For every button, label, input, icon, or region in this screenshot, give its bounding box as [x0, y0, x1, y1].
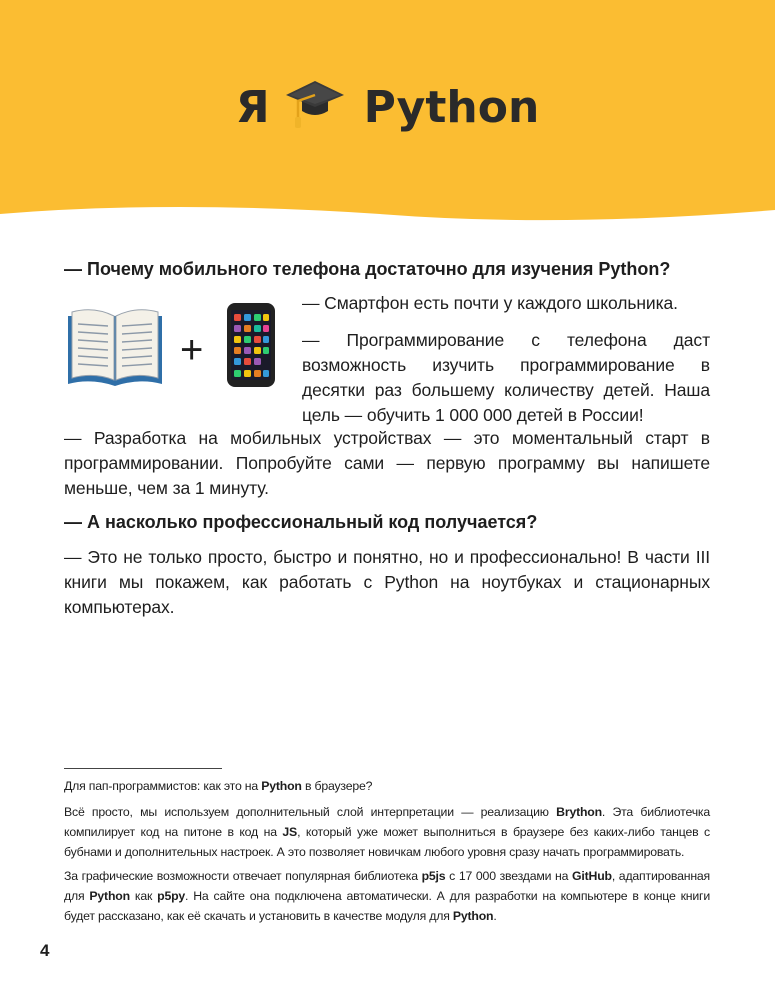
footnote-paragraph-1: Всё просто, мы используем дополнительный слой интерпретации — реализацию Brython. Эта библиотечка компилирует код на питоне в код на JS, который уже может выполниться в браузере без каких-либо танцев с бубнами и дополнительных настроек. А это позволяет новичкам любого уровня сразу начать программировать.: [64, 805, 711, 859]
side-text: [302, 291, 710, 440]
page-number: 4: [40, 941, 50, 960]
paragraph-2: — Это не только просто, быстро и понятно, но и профессионально! В части III книги мы покажем, как работать с Python на ноутбуках и стационарных компьютерах.: [64, 547, 710, 617]
footnote-divider: [64, 768, 222, 769]
plus-sign: +: [180, 328, 204, 372]
footnote-paragraph-2: За графические возможности отвечает популярная библиотека p5js с 17 000 звездами на GitHub, адаптированная для Python как p5py. На сайте она подключена автоматически. А для разработки на компьютере в конце книги будет рассказано, как её скачать и установить в качестве модуля для Python.: [64, 869, 711, 923]
question-2: — А насколько профессиональный код получается?: [64, 512, 538, 532]
graduation-cap-icon: [284, 71, 346, 144]
side-paragraph-1: — Смартфон есть почти у каждого школьника.: [302, 293, 678, 313]
title-left: Я: [235, 81, 270, 133]
title-right: Python: [363, 81, 540, 133]
side-paragraph-2: — Программирование с телефона даст возможность изучить программирование в десятки раз большему количеству детей. Наша цель — обучить 1 000 000 детей в России!: [302, 330, 710, 425]
question-1: — Почему мобильного телефона достаточно для изучения Python?: [64, 259, 671, 279]
smartphone-icon: [226, 302, 276, 393]
paragraph-1: — Разработка на мобильных устройствах — это моментальный старт в программировании. Попробуйте сами — первую программу вы напишете меньше, чем за 1 минуту.: [64, 428, 710, 498]
book-icon: [64, 302, 166, 395]
page-title: [0, 72, 775, 142]
footnote-heading: Для пап-программистов: как это на Python в браузере?: [64, 779, 373, 793]
